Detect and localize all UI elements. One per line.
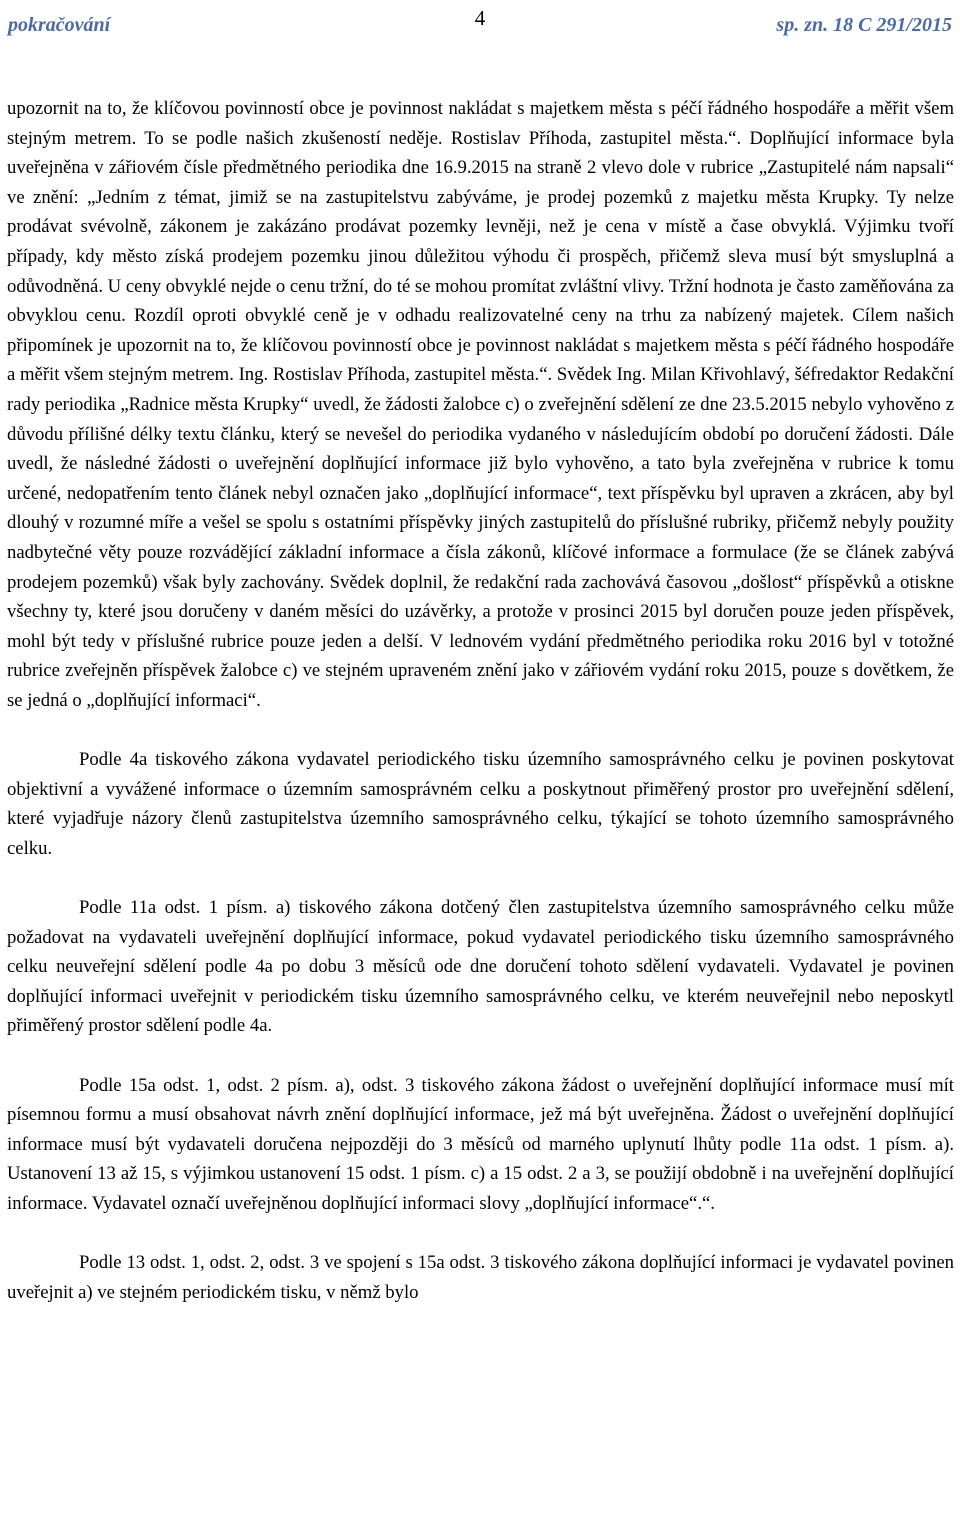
document-body	[7, 94, 954, 1307]
page-number: 4	[474, 6, 486, 30]
paragraph-5: Podle 13 odst. 1, odst. 2, odst. 3 ve spojení s 15a odst. 3 tiskového zákona doplňující informaci je vydavatel povinen uveřejnit a) ve stejném periodickém tisku, v němž bylo	[7, 1252, 954, 1303]
paragraph-2: Podle 4a tiskového zákona vydavatel periodického tisku územního samosprávného celku je povinen poskytovat objektivní a vyvážené informace o územním samosprávném celku a poskytnout přiměřený prostor pro uveřejnění sdělení, které vyjadřuje názory členů zastupitelstva územního samosprávného celku, týkající se tohoto územního samosprávného celku.	[7, 749, 954, 859]
continuation-label: pokračování	[8, 14, 111, 36]
case-number: sp. zn. 18 C 291/2015	[776, 14, 952, 36]
paragraph-3: Podle 11a odst. 1 písm. a) tiskového zákona dotčený člen zastupitelstva územního samosprávného celku může požadovat na vydavateli uveřejnění doplňující informace, pokud vydavatel periodického tisku územního samosprávného celku neuveřejní sdělení podle 4a po dobu 3 měsíců ode dne doručení tohoto sdělení vydavateli. Vydavatel je povinen doplňující informaci uveřejnit v periodickém tisku územního samosprávného celku, ve kterém neuveřejnil nebo neposkytl přiměřený prostor sdělení podle 4a.	[7, 897, 954, 1037]
paragraph-4: Podle 15a odst. 1, odst. 2 písm. a), odst. 3 tiskového zákona žádost o uveřejnění doplňující informace musí mít písemnou formu a musí obsahovat návrh znění doplňující informace, jež má být uveřejněna. Žádost o uveřejnění doplňující informace musí být vydavateli doručena nejpozději do 3 měsíců od marného uplynutí lhůty podle 11a odst. 1 písm. a). Ustanovení 13 až 15, s výjimkou ustanovení 15 odst. 1 písm. c) a 15 odst. 2 a 3, se použijí obdobně i na uveřejnění doplňující informace. Vydavatel označí uveřejněnou doplňující informaci slovy „doplňující informace“.“.	[7, 1074, 954, 1214]
page-header	[8, 6, 952, 42]
paragraph-1: upozornit na to, že klíčovou povinností obce je povinnost nakládat s majetkem města s péčí řádného hospodáře a měřit všem stejným metrem. To se podle našich zkušeností neděje. Rostislav Příhoda, zastupitel města.“. Doplňující informace byla uveřejněna v zářiovém čísle předmětného periodika dne 16.9.2015 na straně 2 vlevo dole v rubrice „Zastupitelé nám napsali“ ve znění: „Jedním z témat, jimiž se na zastupitelstvu zabýváme, je prodej pozemků z majetku města Krupky. Ty nelze prodávat svévolně, zákonem je zakázáno prodávat pozemky levněji, než je cena v místě a čase obvyklá. Výjimku tvoří případy, kdy město získá prodejem pozemku jinou důležitou výhodu či prospěch, přičemž sleva musí být smysluplná a odůvodněná. U ceny obvyklé nejde o cenu tržní, do té se mohou promítat zvláštní vlivy. Tržní hodnota je často zaměňována za obvyklou cenu. Rozdíl oproti obvyklé ceně je v odhadu realizovatelné ceny na trhu za nabízený majetek. Cílem našich připomínek je upozornit na to, že klíčovou povinností obce je povinnost nakládat s majetkem města s péčí řádného hospodáře a měřit všem stejným metrem. Ing. Rostislav Příhoda, zastupitel města.“. Svědek Ing. Milan Křivohlavý, šéfredaktor Redakční rady periodika „Radnice města Krupky“ uvedl, že žádosti žalobce c) o zveřejnění sdělení ze dne 23.5.2015 nebylo vyhověno z důvodu přílišné délky textu článku, který se nevešel do periodika vydaného v následujícím období po doručení žádosti. Dále uvedl, že následné žádosti o uveřejnění doplňující informace již bylo vyhověno, a tato byla zveřejněna v rubrice k tomu určené, nedopatřením tento článek nebyl označen jako „doplňující informace“, text příspěvku byl upraven a zkrácen, aby byl dlouhý v rozumné míře a vešel se spolu s ostatními příspěvky jiných zastupitelů do příslušné rubriky, přičemž nebyly použity nadbytečné věty pouze rozvádějící základní informace a čísla zákonů, klíčové informace a formulace (že se článek zabývá prodejem pozemků) však byly zachovány. Svědek doplnil, že redakční rada zachovává časovou „došlost“ příspěvků a otiskne všechny ty, které jsou doručeny v daném měsíci do uzávěrky, a protože v prosinci 2015 byl doručen pouze jeden příspěvek, mohl být tedy v příslušné rubrice pouze jeden a delší. V lednovém vydání předmětného periodika roku 2016 byl v totožné rubrice zveřejněn příspěvek žalobce c) ve stejném upraveném znění jako v zářiovém vydání roku 2015, pouze s dovětkem, že se jedná o „doplňující informaci“.	[7, 98, 954, 711]
